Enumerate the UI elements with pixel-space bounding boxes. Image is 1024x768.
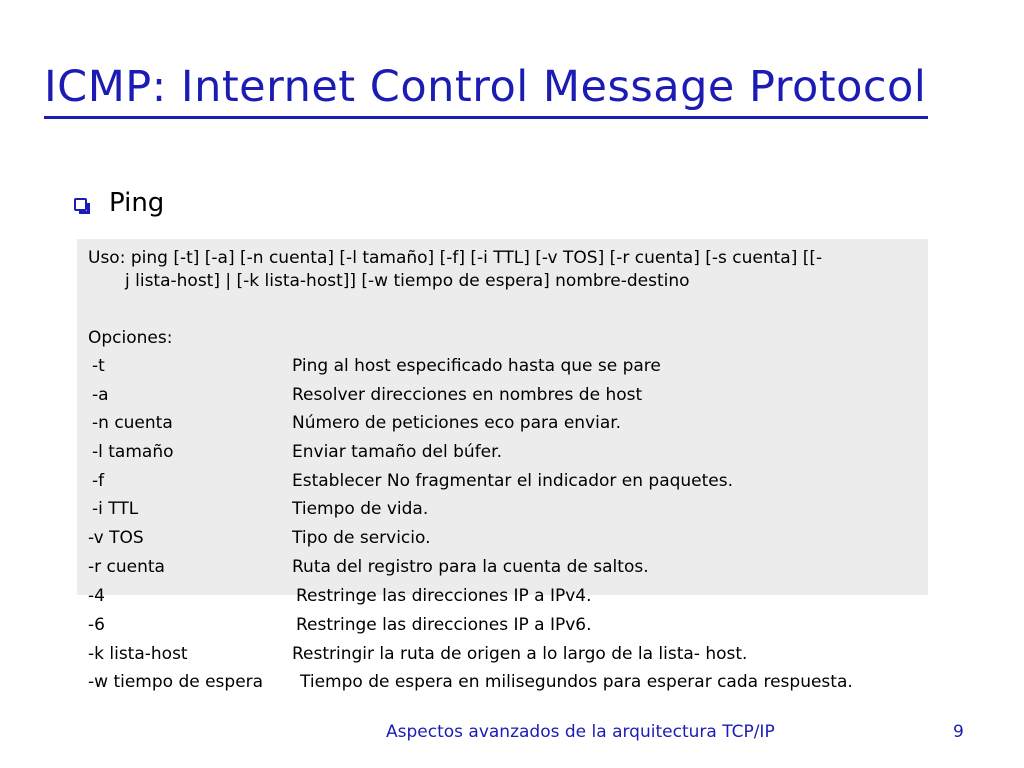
option-description: Resolver direcciones en nombres de host <box>292 385 643 405</box>
option-flag: -l tamaño <box>92 442 174 462</box>
slide-title: ICMP: Internet Control Message Protocol <box>44 62 927 112</box>
option-flag: -v TOS <box>88 528 144 548</box>
option-flag: -i TTL <box>92 499 139 519</box>
option-description: Número de peticiones eco para enviar. <box>292 413 622 433</box>
option-flag: -t <box>92 356 105 376</box>
option-flag: -k lista-host <box>88 644 188 664</box>
page-number: 9 <box>953 722 964 742</box>
bullet-item <box>74 188 164 218</box>
usage-text <box>88 247 918 293</box>
checkbox-bullet-icon <box>74 198 87 211</box>
option-flag: -w tiempo de espera <box>88 672 264 692</box>
option-description: Restringe las direcciones IP a IPv6. <box>296 615 592 635</box>
option-description: Establecer No fragmentar el indicador en paquetes. <box>292 471 734 491</box>
option-flag: -n cuenta <box>92 413 173 433</box>
slide-footer: Aspectos avanzados de la arquitectura TCP/IP <box>386 722 775 742</box>
option-flag: -f <box>92 471 105 491</box>
option-description: Restringe las direcciones IP a IPv4. <box>296 586 592 606</box>
option-flag: -4 <box>88 586 105 606</box>
option-flag: -r cuenta <box>88 557 165 577</box>
option-flag: -6 <box>88 615 105 635</box>
option-description: Enviar tamaño del búfer. <box>292 442 502 462</box>
option-description: Restringir la ruta de origen a lo largo de la lista- host. <box>292 644 748 664</box>
usage-line-1: Uso: ping [-t] [-a] [-n cuenta] [-l tamaño] [-f] [-i TTL] [-v TOS] [-r cuenta] [-s cuenta] [[- <box>88 248 823 268</box>
options-heading: Opciones: <box>88 328 173 348</box>
title-underline <box>44 116 928 119</box>
bullet-label: Ping <box>109 188 165 218</box>
usage-line-2: j lista-host] | [-k lista-host]] [-w tiempo de espera] nombre-destino <box>125 271 690 291</box>
option-description: Tiempo de espera en milisegundos para esperar cada respuesta. <box>300 672 853 692</box>
option-description: Tipo de servicio. <box>292 528 431 548</box>
option-description: Ping al host especificado hasta que se pare <box>292 356 661 376</box>
option-description: Ruta del registro para la cuenta de saltos. <box>292 557 649 577</box>
option-description: Tiempo de vida. <box>292 499 429 519</box>
option-flag: -a <box>92 385 109 405</box>
